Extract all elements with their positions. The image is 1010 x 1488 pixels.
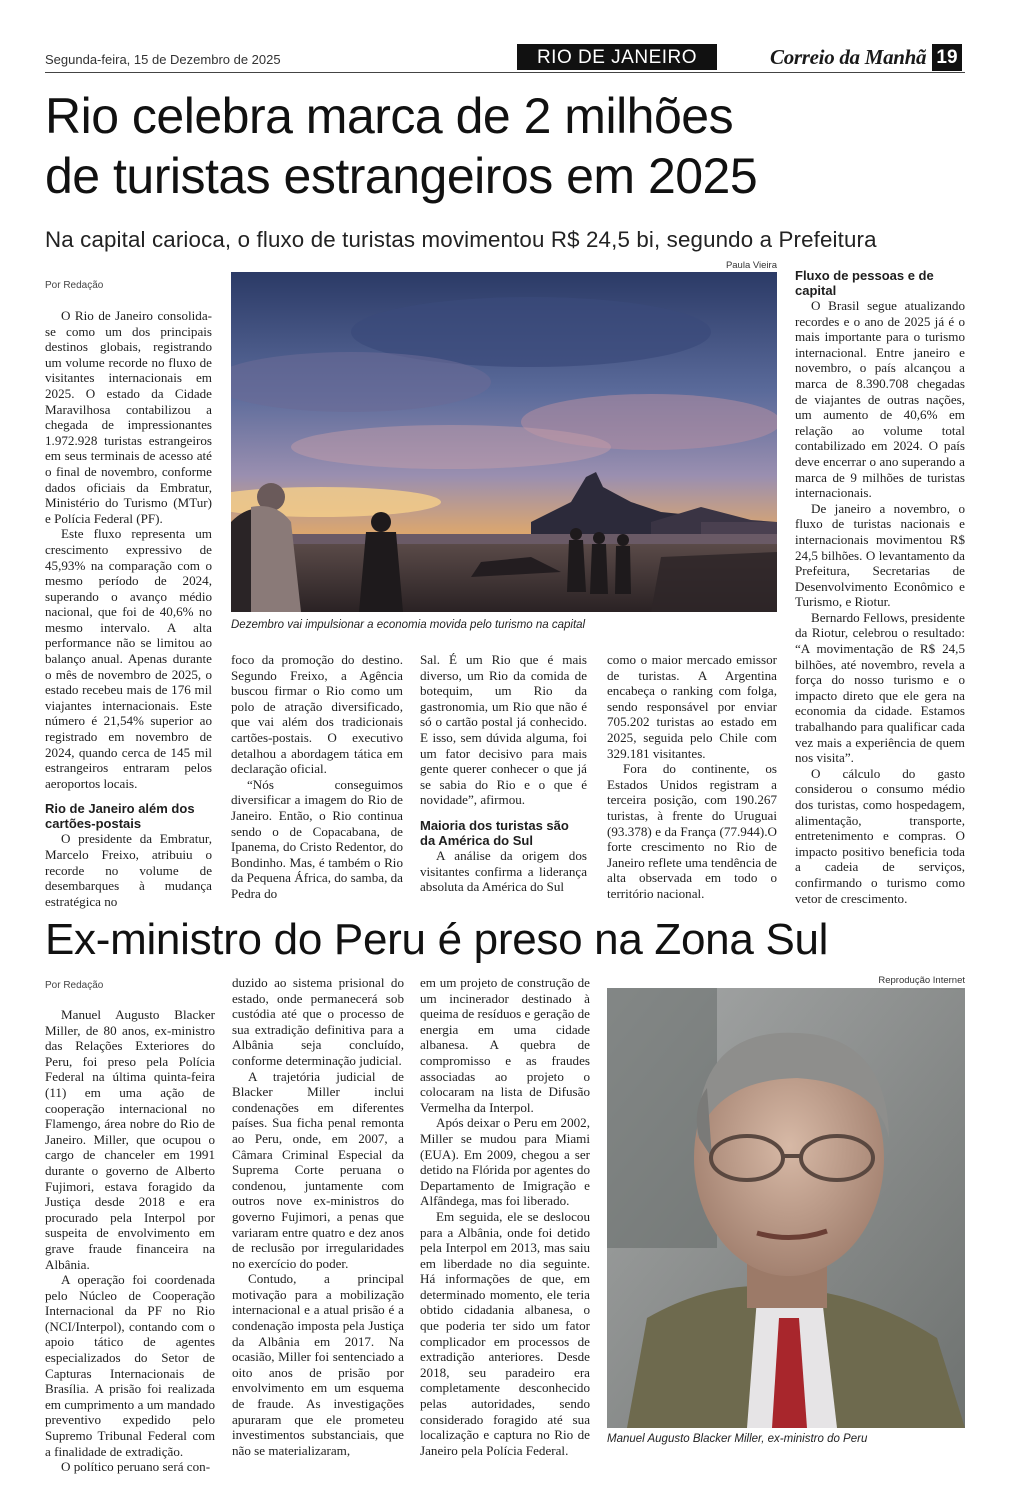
article1-byline: Por Redação [45,280,104,291]
paragraph: Bernardo Fellows, presidente da Riotur, celebrou o resultado: “A movimentação de R$ 24,5 bilhões, até novembro, revela a força do nosso turismo e o impacto direto que ele gera na economia da cidade. Estamos trabalhando para qualificar cada vez mais a experiência de quem nos visita”. [795,609,965,766]
article1-photo [231,272,777,612]
article1-deck: Na capital carioca, o fluxo de turistas movimentou R$ 24,5 bi, segundo a Prefeitura [45,227,877,252]
subheading: Rio de Janeiro além dos cartões-postais [45,801,195,832]
section-label: RIO DE JANEIRO [517,44,717,70]
paragraph: O presidente da Embratur, Marcelo Freixo, atribuiu o recorde no volume de desembarques à mudança estratégica no [45,831,212,909]
subheading: Maioria dos turistas são da América do Sul [420,817,569,848]
article2-photo-credit: Reprodução Internet [878,975,965,986]
paragraph: Sal. É um Rio que é mais diverso, um Rio da comida de botequim, um Rio da gastronomia, um Rio que não é só o cartão postal já conhecido. E isso, sem dúvida alguma, foi um fator decisivo para mais gente querer conhecer o que já se sabia do Rio e o que é novidade”, afirmou. [420,652,587,808]
article2-photo [607,988,965,1428]
paragraph: em um projeto de construção de um incinerador destinado à queima de resíduos e geração de energia em uma cidade albanesa. A quebra de compromisso e as fraudes associadas ao projeto o colocaram na lista de Difusão Vermelha da Interpol. [420,975,590,1115]
subheading: Fluxo de pessoas e de capital [795,268,934,298]
article1-photo-credit: Paula Vieira [725,260,777,271]
paragraph: Fora do continente, os Estados Unidos registram a terceira posição, com 190.267 turistas, à frente do Uruguai (93.378) e da França (77.944).O forte crescimento no Rio de Janeiro reflete uma tendência de alta observada em todo o território nacional. [607,761,777,901]
article1-column-1 [45,308,212,909]
paragraph: O Brasil segue atualizando recordes e o ano de 2025 já é o mais importante para o turismo internacional. Entre janeiro e novembro, o país alcançou a marca de 8.390.708 chegadas de viajantes de outras nações, um aumento de 40,6% em relação ao volume total contabilizado em 2024. O país deve encerrar o ano superando a marca de 9 milhões de turistas internacionais. [795,298,965,501]
paragraph: foco da promoção do destino. Segundo Freixo, a Agência buscou firmar o Rio como um polo de atração diversificado, que vai além dos tradicionais cartões-postais. O executivo detalhou a abordagem tática em declaração oficial. [231,652,403,777]
article2-byline: Por Redação [45,980,104,991]
paragraph: O cálculo do gasto considerou o consumo médio dos turistas, como hospedagem, alimentação, transporte, entretenimento e compras. O impacto positivo beneficia toda a cadeia de serviços, confirmando o turismo como vetor de crescimento. [795,765,965,906]
paragraph: “Nós conseguimos diversificar a imagem do Rio de Janeiro. Então, o Rio continua sendo o de Copacabana, de Ipanema, do Cristo Redentor, do Bondinho. Mas, é também o Rio da Pequena África, do samba, da Pedra do [231,776,403,901]
header-rule [45,72,965,73]
edition-date: Segunda-feira, 15 de Dezembro de 2025 [45,52,281,67]
paragraph: como o maior mercado emissor de turistas. A Argentina encabeça o ranking com folga, sendo responsável por enviar 705.202 turistas ao estado em 2025, seguida pelo Chile com 329.181 visitantes. [607,652,777,761]
paragraph: Em seguida, ele se deslocou para a Albânia, onde foi detido pela Interpol em 2013, mas saiu em liberdade no dia seguinte. Há informações de que, em determinado momento, ele teria obtido cidadania albanesa, o que poderia ter sido um fator complicador em processos de extradição anteriores. Desde 2018, seu paradeiro era completamente desconhecido pelas autoridades, sendo considerado foragido até sua localização e captura no Rio de Janeiro pela Polícia Federal. [420,1208,590,1458]
article2-photo-caption: Manuel Augusto Blacker Miller, ex-ministro do Peru [607,1433,868,1445]
paragraph: A trajetória judicial de Blacker Miller inclui condenações em diferentes países. Sua ficha penal remonta ao Peru, onde, em 2007, a Câmara Criminal Especial da Suprema Corte peruana o condenou, juntamente com outros nove ex-ministros do governo Fujimori, a penas que variaram entre quatro e dez anos de reclusão por irregularidades no exercício do poder. [232,1068,404,1271]
article1-column-4 [607,652,777,902]
article1-column-3 [420,652,587,895]
paragraph: Após deixar o Peru em 2002, Miller se mudou para Miami (EUA). Em 2009, chegou a ser detido na Flórida por agentes do Departamento de Imigração e Alfândega, mas foi liberado. [420,1115,590,1209]
paragraph: Contudo, a principal motivação para a mobilização internacional e a atual prisão é a condenação imposta pela Justiça da Albânia em 2017. Na ocasião, Miller foi sentenciado a oito anos de prisão por envolvimento em um esquema de fraude. As investigações apuraram que ele prometeu investimentos substanciais, que não se materializaram, [232,1271,404,1458]
paragraph: O Rio de Janeiro consolida-se como um dos principais destinos globais, registrando um volume recorde no fluxo de visitantes internacionais em 2025. O estado da Cidade Maravilhosa contabilizou a chegada de impressionantes 1.972.928 turistas estrangeiros em seus terminais de acesso até o final de novembro, conforme dados oficiais da Embratur, Ministério do Turismo (MTur) e Polícia Federal (PF). [45,308,212,526]
article2-column-3 [420,975,590,1458]
article2-column-2 [232,975,404,1458]
ipanema-sunset-illustration [231,272,777,612]
article1-headline [45,86,975,206]
paragraph: O político peruano será con- [61,1459,211,1475]
paragraph: De janeiro a novembro, o fluxo de turistas nacionais e internacionais movimentou R$ 24,5 bilhões. O levantamento da Prefeitura, Secretarias de Desenvolvimento Econômico e Turismo, e Riotur. [795,500,965,610]
paragraph: A operação foi coordenada pelo Núcleo de Cooperação Internacional da PF no Rio (NCI/Interpol), contando com o apoio tático de agentes especializados do Setor de Capturas Internacionais de Brasília. A prisão foi realizada em cumprimento a um mandado preventivo expedido pelo Supremo Tribunal Federal com a finalidade de extradição. [45,1272,215,1459]
article1-column-2 [231,652,403,902]
paragraph: Manuel Augusto Blacker Miller, de 80 anos, ex-ministro das Relações Exteriores do Peru, foi preso pela Polícia Federal na última quinta-feira (11) em uma ação de cooperação internacional no Flamengo, área nobre do Rio de Janeiro. Miller, que ocupou o cargo de chanceler em 1991 durante o governo de Alberto Fujimori, estava foragido da Justiça desde 2018 e era procurado pela Interpol por suspeita de envolvimento em grave fraude financeira na Albânia. [45,1007,215,1272]
portrait-illustration [607,988,965,1428]
headline-line-1: Rio celebra marca de 2 milhões [45,88,734,144]
paragraph: duzido ao sistema prisional do estado, onde permanecerá sob custódia até que o processo de sua extradição definitiva para a Albânia seja concluído, conforme determinação judicial. [232,975,404,1068]
article1-photo-caption: Dezembro vai impulsionar a economia movida pelo turismo na capital [231,619,586,631]
headline-line-2: de turistas estrangeiros em 2025 [45,148,758,204]
article2-headline: Ex-ministro do Peru é preso na Zona Sul [45,915,829,964]
newspaper-name: Correio da Manhã [770,45,927,69]
paragraph: Este fluxo representa um crescimento expressivo de 45,93% na comparação com o mesmo período de 2024, superando o avanço médio nacional, que foi de 40,6% no mesmo intervalo. A alta performance não se limitou ao balanço anual. Apenas durante o mês de novembro de 2025, o estado recebeu mais de 176 mil viajantes internacionais. Este número é 21,54% superior ao registrado em novembro de 2024, quando cerca de 145 mil estrangeiros entraram pelos aeroportos locais. [45,526,212,791]
article2-column-1 [45,1007,215,1475]
article1-column-5 [795,268,965,906]
page-number: 19 [932,44,962,71]
paragraph: A análise da origem dos visitantes confirma a liderança absoluta da América do Sul [420,847,587,895]
